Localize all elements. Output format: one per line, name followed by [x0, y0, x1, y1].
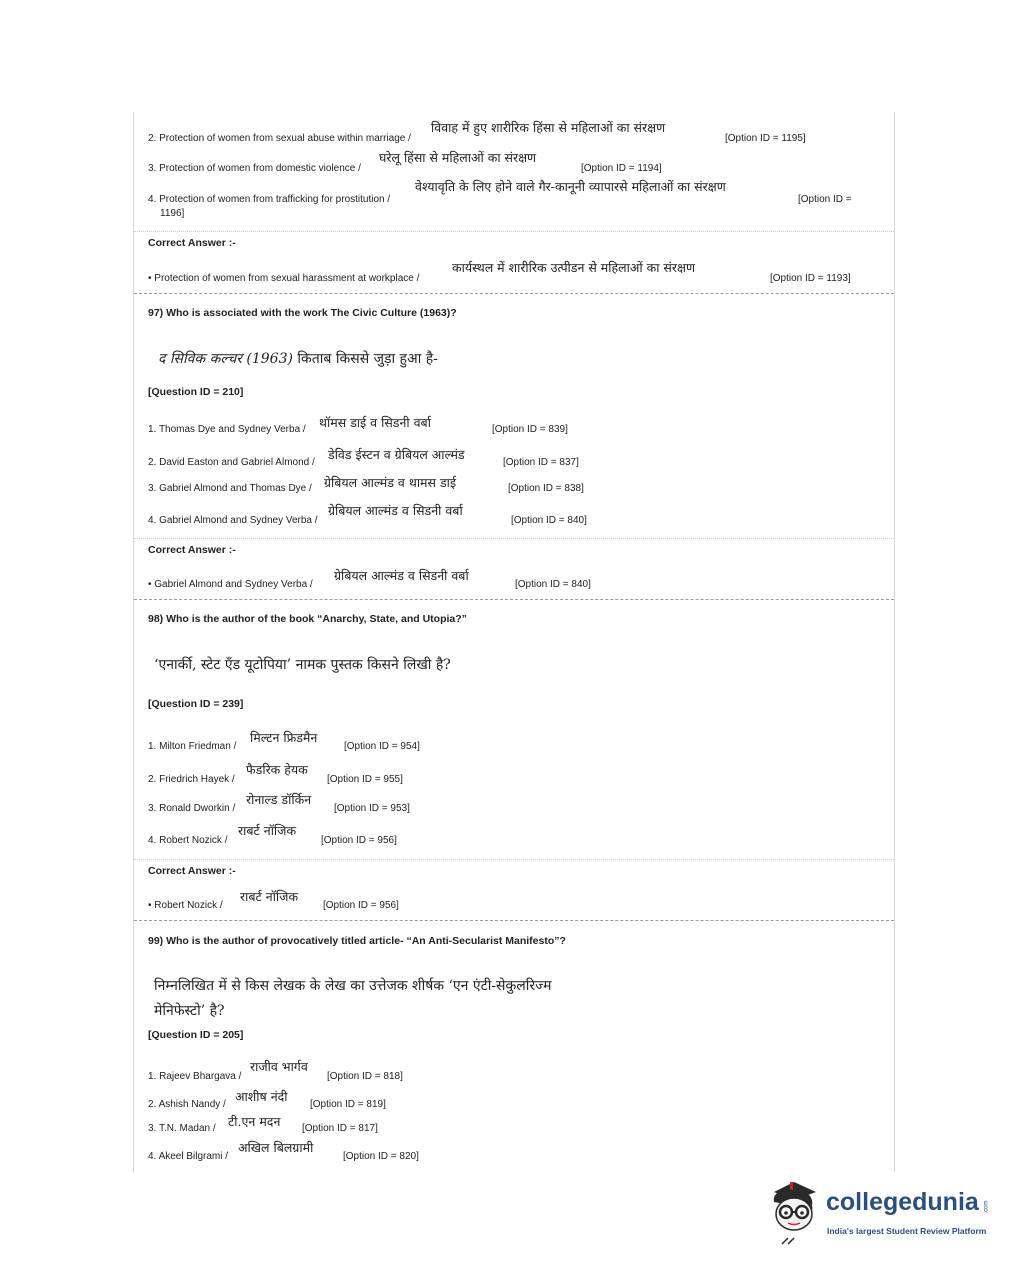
q98-answer-hindi: राबर्ट नॉजिक	[240, 889, 299, 904]
q98-opt3-id: [Option ID = 953]	[334, 803, 410, 814]
q96-opt4-id-cont: 1196]	[160, 208, 185, 219]
q98-correct-label: Correct Answer :-	[148, 865, 236, 877]
q99-opt2-hindi: आशीष नंदी	[235, 1089, 288, 1104]
q97-hindi: द सिविक कल्चर (1963) किताब किससे जुड़ा हुआ है-	[158, 351, 438, 367]
q97-opt2-id: [Option ID = 837]	[503, 457, 579, 468]
q99-hindi-line2: मेनिफेस्टो’ है?	[154, 1003, 225, 1019]
section-separator	[134, 231, 894, 232]
collegedunia-logo[interactable]	[766, 1178, 996, 1248]
q99-opt2-text: 2. Ashish Nandy /	[148, 1099, 226, 1110]
section-separator	[134, 538, 894, 539]
q97-question-id: [Question ID = 210]	[148, 386, 244, 398]
q97-opt1-text: 1. Thomas Dye and Sydney Verba /	[148, 424, 306, 435]
section-separator	[134, 859, 894, 860]
q96-correct-label: Correct Answer :-	[148, 237, 236, 249]
q99-title: 99) Who is the author of provocatively titled article- “An Anti-Secularist Manifesto”?	[148, 935, 566, 947]
question-divider	[134, 293, 894, 294]
q97-opt4-text: 4. Gabriel Almond and Sydney Verba /	[148, 515, 318, 526]
q98-title: 98) Who is the author of the book “Anarchy, State, and Utopia?”	[148, 613, 467, 625]
q99-question-id: [Question ID = 205]	[148, 1029, 244, 1041]
q97-opt1-id: [Option ID = 839]	[492, 424, 568, 435]
logo-domain: .com	[983, 1200, 990, 1214]
q96-opt2-hindi: विवाह में हुए शारीरिक हिंसा से महिलाओं का संरक्षण	[431, 120, 666, 135]
q98-opt1-hindi: मिल्टन फ्रिडमैन	[250, 730, 318, 745]
question-sheet	[133, 112, 895, 1172]
q99-opt4-text: 4. Akeel Bilgrami /	[148, 1151, 229, 1162]
q99-opt4-id: [Option ID = 820]	[343, 1151, 419, 1162]
q97-opt4-hindi: ग्रेबियल आल्मंड व सिडनी वर्बा	[328, 503, 463, 518]
mascot-icon	[766, 1178, 826, 1246]
q98-answer-id: [Option ID = 956]	[323, 900, 399, 911]
logo-tagline: India's largest Student Review Platform	[827, 1226, 987, 1236]
q99-opt1-id: [Option ID = 818]	[327, 1071, 403, 1082]
q96-opt4-text: 4. Protection of women from trafficking for prostitution /	[148, 194, 391, 205]
q98-opt2-hindi: फैडरिक हेयक	[246, 762, 308, 777]
q99-opt4-hindi: अखिल बिलग्रामी	[238, 1140, 314, 1155]
q98-opt2-text: 2. Friedrich Hayek /	[148, 774, 235, 785]
q97-opt2-hindi: डेविड ईस्टन व ग्रेबियल आल्मंड	[328, 447, 465, 462]
q99-opt3-text: 3. T.N. Madan /	[148, 1123, 216, 1134]
q97-opt2-text: 2. David Easton and Gabriel Almond /	[148, 457, 315, 468]
q96-opt2-id: [Option ID = 1195]	[725, 133, 806, 144]
q98-opt3-hindi: रोनाल्ड डॉर्किन	[246, 792, 312, 807]
q96-answer-text: • Protection of women from sexual harassment at workplace /	[148, 273, 420, 284]
q97-opt3-hindi: ग्रेबियल आल्मंड व थामस डाई	[324, 475, 457, 490]
q99-opt2-id: [Option ID = 819]	[310, 1099, 386, 1110]
q97-opt4-id: [Option ID = 840]	[511, 515, 587, 526]
q97-answer-text: • Gabriel Almond and Sydney Verba /	[148, 579, 313, 590]
q96-opt3-id: [Option ID = 1194]	[581, 163, 662, 174]
q96-answer-hindi: कार्यस्थल में शारीरिक उत्पीडन से महिलाओं का संरक्षण	[452, 260, 695, 275]
q98-hindi: ‘एनार्की, स्टेट एँड यूटोपिया’ नामक पुस्तक किसने लिखी है?	[154, 657, 451, 673]
question-divider	[134, 599, 894, 600]
q96-opt2-text: 2. Protection of women from sexual abuse within marriage /	[148, 133, 411, 144]
q96-opt4-hindi: वेश्यावृति के लिए होने वाले गैर-कानूनी व्यापारसे महिलाओं का संरक्षण	[415, 179, 726, 194]
q98-opt4-hindi: राबर्ट नॉजिक	[238, 823, 297, 838]
q97-correct-label: Correct Answer :-	[148, 544, 236, 556]
q98-opt1-id: [Option ID = 954]	[344, 741, 420, 752]
q96-answer-id: [Option ID = 1193]	[770, 273, 851, 284]
q98-question-id: [Question ID = 239]	[148, 698, 244, 710]
logo-wordmark: collegedunia	[826, 1188, 979, 1216]
q98-opt3-text: 3. Ronald Dworkin /	[148, 803, 236, 814]
q97-title: 97) Who is associated with the work The Civic Culture (1963)?	[148, 307, 457, 319]
q98-opt2-id: [Option ID = 955]	[327, 774, 403, 785]
q98-opt4-text: 4. Robert Nozick /	[148, 835, 228, 846]
q99-opt3-hindi: टी.एन मदन	[228, 1114, 281, 1129]
q99-opt1-hindi: राजीव भार्गव	[250, 1059, 308, 1074]
q99-opt1-text: 1. Rajeev Bhargava /	[148, 1071, 242, 1082]
q96-opt4-id: [Option ID =	[798, 194, 852, 205]
q97-opt3-text: 3. Gabriel Almond and Thomas Dye /	[148, 483, 312, 494]
q98-opt1-text: 1. Milton Friedman /	[148, 741, 237, 752]
q97-answer-hindi: ग्रेबियल आल्मंड व सिडनी वर्बा	[334, 568, 469, 583]
q97-opt3-id: [Option ID = 838]	[508, 483, 584, 494]
q97-answer-id: [Option ID = 840]	[515, 579, 591, 590]
q98-opt4-id: [Option ID = 956]	[321, 835, 397, 846]
q99-hindi-line1: निम्नलिखित में से किस लेखक के लेख का उत्तेजक शीर्षक ‘एन एंटी-सेकुलरिज्म	[154, 978, 552, 994]
q97-opt1-hindi: थॉमस डाई व सिडनी वर्बा	[319, 415, 431, 430]
q96-opt3-text: 3. Protection of women from domestic violence /	[148, 163, 361, 174]
question-divider	[134, 920, 894, 921]
q98-answer-text: • Robert Nozick /	[148, 900, 223, 911]
q96-opt3-hindi: घरेलू हिंसा से महिलाओं का संरक्षण	[379, 150, 537, 165]
q99-opt3-id: [Option ID = 817]	[302, 1123, 378, 1134]
